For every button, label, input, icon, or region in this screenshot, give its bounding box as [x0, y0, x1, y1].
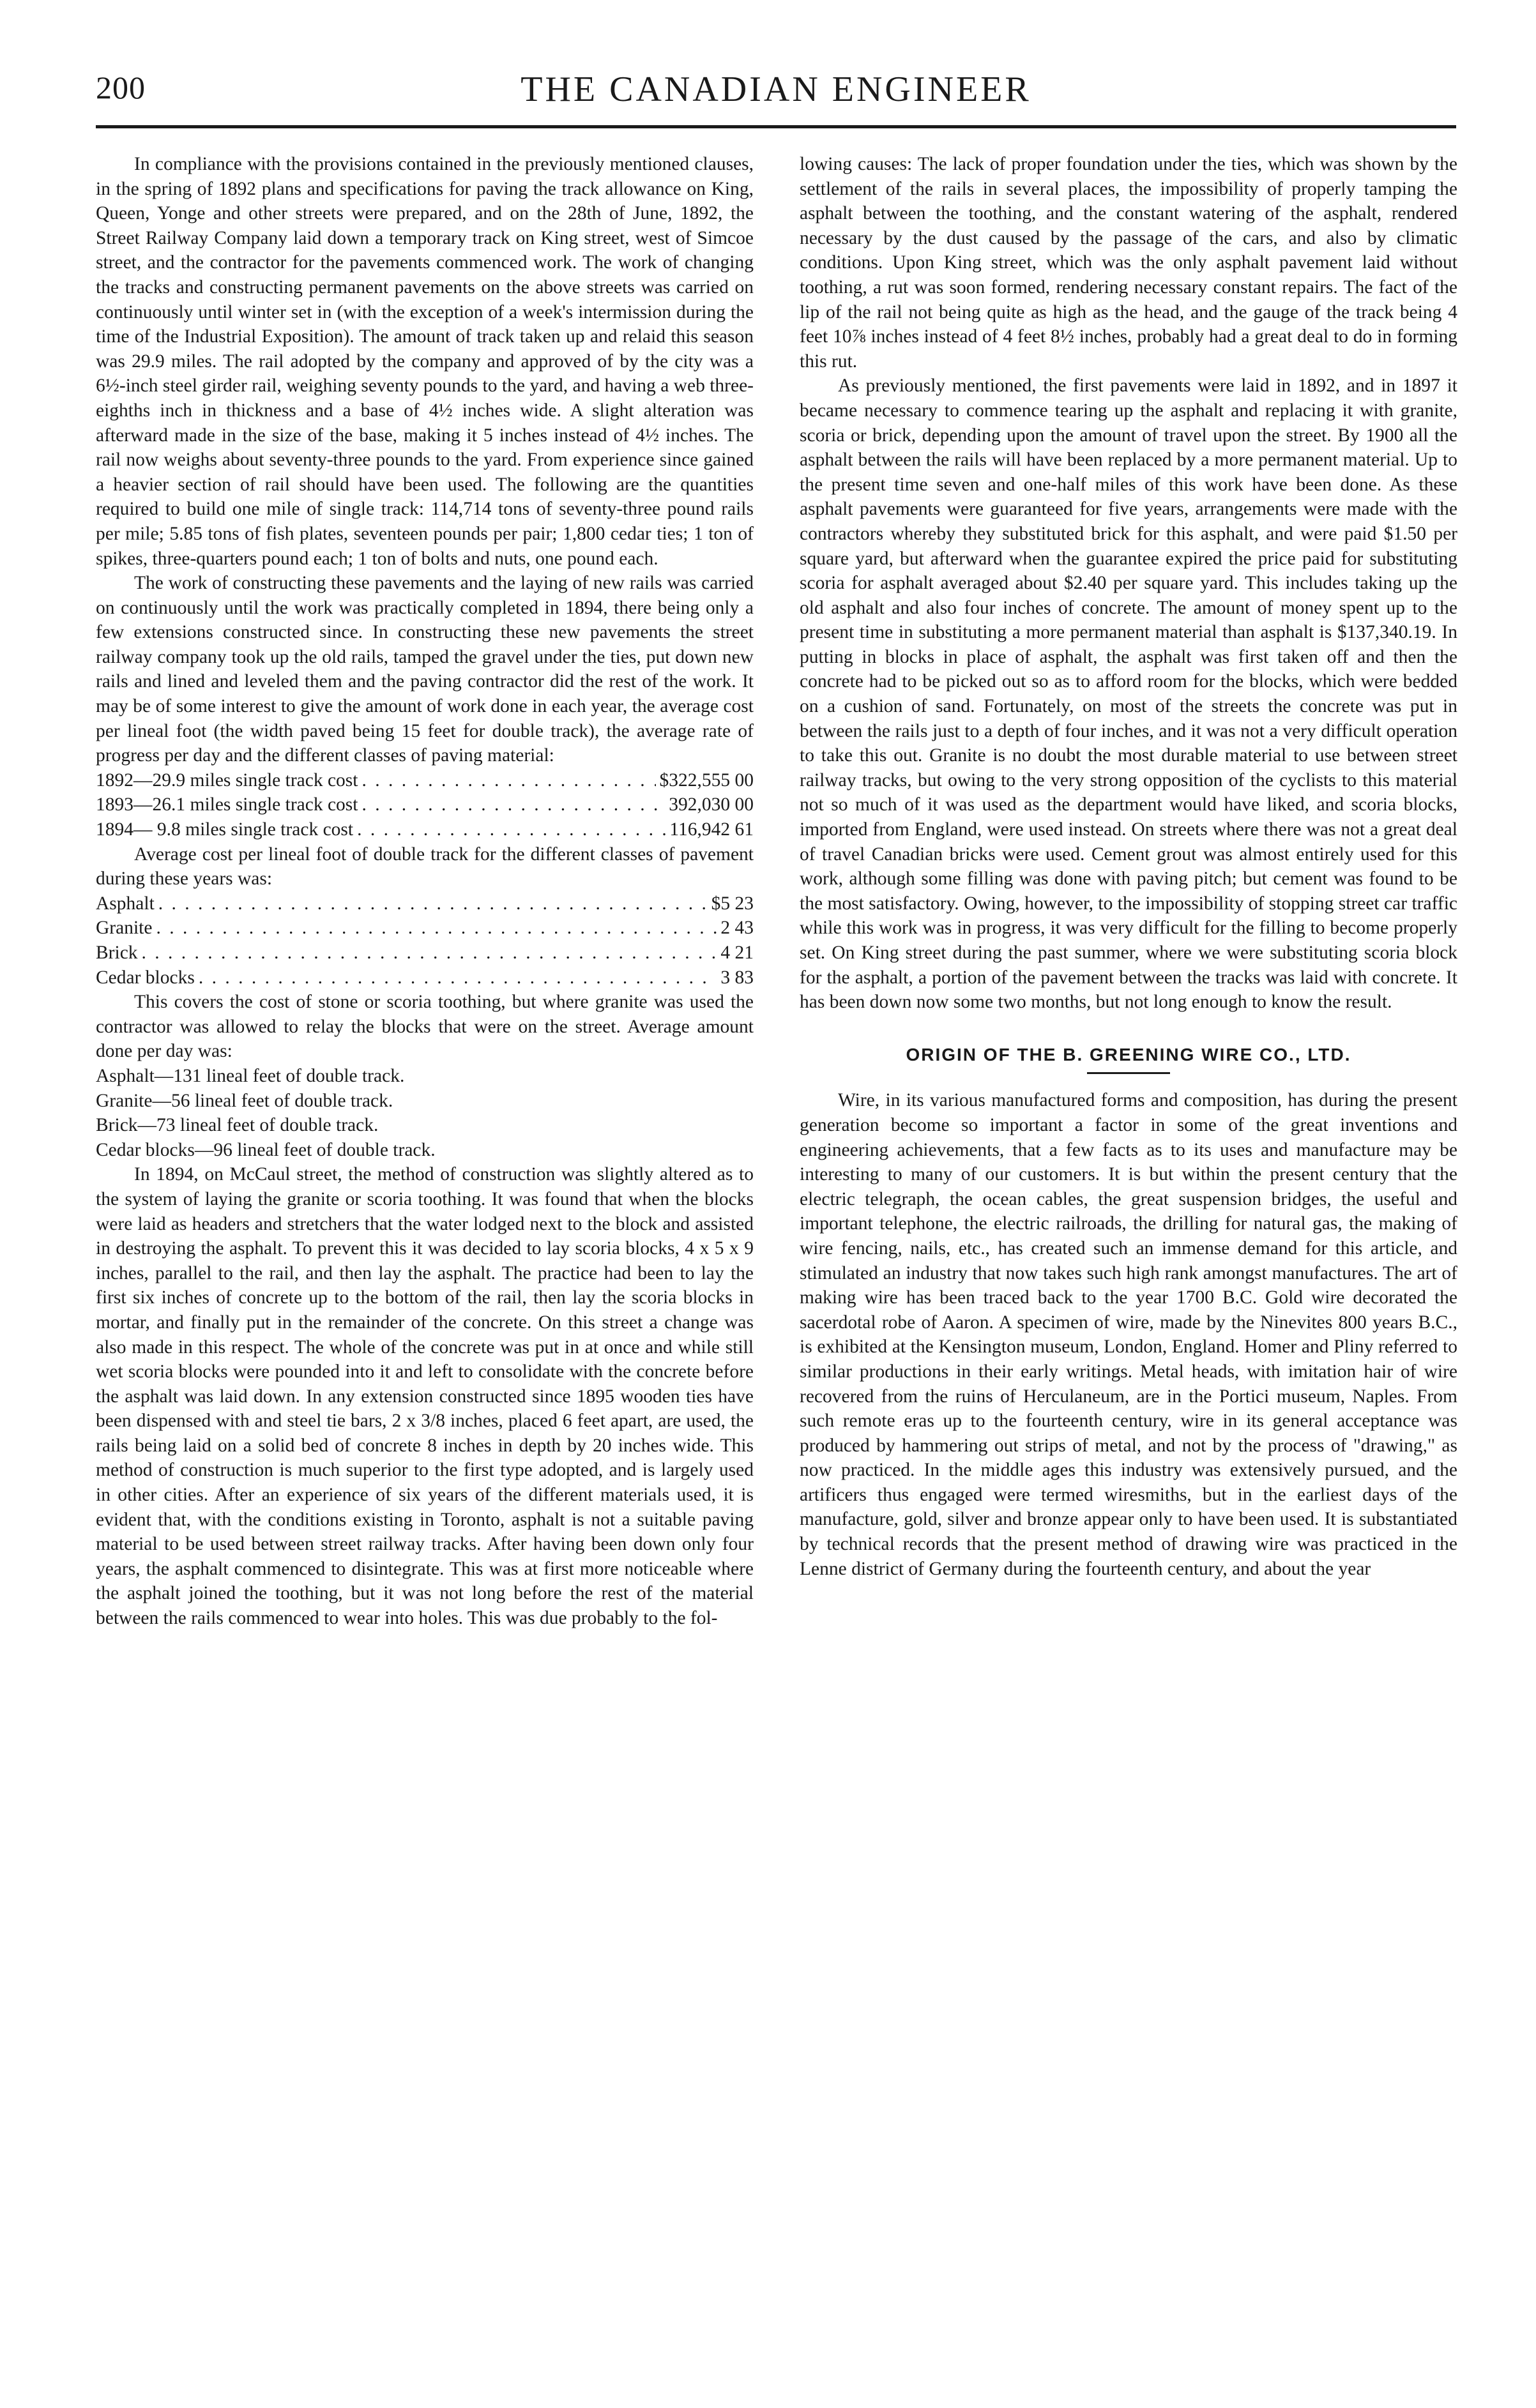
section-rule: [1087, 1072, 1170, 1074]
right-column: [800, 152, 1457, 2355]
paragraph: Wire, in its various manufactured forms and composition, has during the present generation become so important a factor in some of the great inventions and engineering achievements, that a few facts as to its uses and manufacture may be interesting to many of our customers. It is but within the present century that the electric telegraph, the ocean cables, the great suspension bridges, the useful and important telephone, the electric railroads, the drilling for natural gas, the making of wire fencing, nails, etc., has created such an immense demand for this article, and stimulated an industry that now takes such high rank amongst manufactures. The art of making wire has been traced back to the year 1700 B.C. Gold wire decorated the sacerdotal robe of Aaron. A specimen of wire, made by the Ninevites 800 years B.C., is exhibited at the Kensington museum, London, England. Homer and Pliny referred to similar productions in their early writings. Metal heads, with imitation hair of wire recovered from the ruins of Herculaneum, are in the Portici museum, Naples. From such remote eras up to the fourteenth century, wire in its general acceptance was produced by hammering out strips of metal, and not by the process of "drawing," as now practiced. In the middle ages this industry was extensively pursued, and the artificers thus engaged were termed wiresmiths, but in the earliest days of the manufacture, gold, silver and bronze appear only to have been used. It is substantiated by technical records that the present method of drawing wire was practiced in the Lenne district of Germany during the fourteenth century, and about the year: [800, 1090, 1457, 1579]
progress-line: Asphalt—131 lineal feet of double track.: [96, 1065, 405, 1086]
pavement-row: [96, 891, 754, 916]
paragraph: The work of constructing these pavements and the laying of new rails was carried on continuously until the work was practically completed in 1894, there being only a few extensions constructed since. In constructing these new pavements the street railway company took up the old rails, tamped the gravel under the ties, put down new rails and lined and leveled them and the paving contractor did the rest of the work. It may be of some interest to give the amount of work done in each year, the average cost per lineal foot (the width paved being 15 feet for double track), the average rate of progress per day and the different classes of paving material:: [96, 573, 754, 766]
paragraph: lowing causes: The lack of proper foundation under the ties, which was shown by the settlement of the rails in several places, the impossibility of properly tamping the asphalt between the toothing, and the constant watering of the asphalt, rendered necessary by the dust caused by the passage of the cars, and also by climatic conditions. Upon King street, which was the only asphalt pavement laid without toothing, a rut was soon formed, rendering necessary constant repairs. The fact of the lip of the rail not being quite as high as the head, and the gauge of the track being 4 feet 10⅞ inches instead of 4 feet 8½ inches, probably had a great deal to do in forming this rut.: [800, 154, 1457, 372]
pavement-row-label: Cedar blocks: [96, 967, 195, 988]
pavement-row: [96, 965, 754, 990]
leader-dots: [142, 941, 717, 965]
page-number: 200: [96, 70, 146, 105]
cost-row-amount: 392,030 00: [669, 794, 754, 815]
progress-line: Cedar blocks—96 lineal feet of double track.: [96, 1139, 436, 1160]
paragraph: Average cost per lineal foot of double track for the different classes of pavement during these years was:: [96, 844, 754, 890]
pavement-row-label: Asphalt: [96, 893, 155, 914]
paragraph: In compliance with the provisions contained in the previously mentioned clauses, in the spring of 1892 plans and specifications for paving the track allowance on King, Queen, Yonge and other streets were prepared, and on the 28th of June, 1892, the Street Railway Company laid down a temporary track on King street, west of Simcoe street, and the contractor for the pavements commenced work. The work of changing the tracks and constructing permanent pavements on the above streets was carried on continuously until winter set in (with the exception of a week's intermission during the time of the Industrial Exposition). The amount of track taken up and relaid this season was 29.9 miles. The rail adopted by the company and approved of by the city was a 6½-inch steel girder rail, weighing seventy pounds to the yard, and having a web three-eighths inch in thickness and a base of 4½ inches wide. A slight alteration was afterward made in the size of the base, making it 5 inches instead of 4½ inches. The rail now weighs about seventy-three pounds to the yard. From experience since gained a heavier section of rail should have been used. The following are the quantities required to build one mile of single track: 114,714 tons of seventy-three pound rails per mile; 5.85 tons of fish plates, seventeen pounds per pair; 1,800 cedar ties; 1 ton of spikes, three-quarters pound each; 1 ton of bolts and nuts, one pound each.: [96, 154, 754, 569]
paragraph: As previously mentioned, the first pavements were laid in 1892, and in 1897 it became necessary to commence tearing up the asphalt and replacing it with granite, scoria or brick, depending upon the amount of travel upon the street. By 1900 all the asphalt between the rails will have been replaced by a more permanent material. Up to the present time seven and one-half miles of this work have been done. As these asphalt pavements were guaranteed for five years, arrangements were made with the contractors whereby they substituted brick for this asphalt, and were paid $1.50 per square yard, but afterward when the guarantee expired the price paid for substituting scoria for asphalt averaged about $2.40 per square yard. This includes taking up the old asphalt and also four inches of concrete. The amount of money spent up to the present time in substituting a more permanent material than asphalt is $137,340.19. In putting in blocks in place of asphalt, the asphalt was first taken off and then the concrete had to be picked out so as to afford room for the blocks, which were bedded on a cushion of sand. Fortunately, on most of the streets the concrete was put in between the rails just to a depth of four inches, and it was not a very difficult operation to take this out. Granite is no doubt the most durable material to use between street railway tracks, but owing to the very strong opposition of the cyclists to this material not so much of it was used as the department would have liked, and scoria blocks, imported from England, were used instead. On streets where there was not a great deal of travel Canadian bricks were used. Cement grout was almost entirely used for this work, although some filling was done with paving pitch; but cement was found to be the most satisfactory. Owing, however, to the impossibility of stopping street car traffic while this work was in progress, it was very difficult for the filling to become properly set. On King street during the past summer, where we were substituting scoria block for the asphalt, a portion of the pavement between the tracks was laid with concrete. It has been down now some two months, but not long enough to know the result.: [800, 375, 1457, 1013]
cost-row: [96, 768, 754, 793]
paragraph: In 1894, on McCaul street, the method of construction was slightly altered as to the system of laying the granite or scoria toothing. It was found that when the blocks were laid as headers and stretchers that the water lodged next to the block and assisted in destroying the asphalt. To prevent this it was decided to lay scoria blocks, 4 x 5 x 9 inches, parallel to the rail, and then lay the asphalt. The practice had been to lay the first six inches of concrete up to the bottom of the rail, then lay the scoria blocks in mortar, and finally put in the remainder of the concrete. On this street a change was also made in this respect. The whole of the concrete was put in at once and while still wet scoria blocks were pounded into it and left to consolidate with the concrete before the asphalt was laid down. In any extension constructed since 1895 wooden ties have been dispensed with and steel tie bars, 2 x 3/8 inches, placed 6 feet apart, are used, the rails being laid on a solid bed of concrete 8 inches in depth by 20 inches wide. This method of construction is much superior to the first type adopted, and is largely used in other cities. After an experience of six years of the different materials used, it is evident that, with the conditions existing in Toronto, asphalt is not a suitable paving material to be used between street railway tracks. After having been down only four years, the asphalt commenced to disintegrate. This was at first more noticeable where the asphalt joined the toothing, but it was not long before the rest of the material between the rails commenced to wear into holes. This was due probably to the fol-: [96, 1164, 754, 1629]
cost-row-amount: $322,555 00: [659, 769, 754, 791]
leader-dots: [357, 817, 665, 842]
pavement-row-amount: 3 83: [720, 967, 754, 988]
leader-dots: [361, 768, 655, 793]
page-header: [96, 64, 1456, 128]
section-heading: ORIGIN OF THE B. GREENING WIRE CO., LTD.: [906, 1044, 1351, 1064]
cost-row-amount: 116,942 61: [669, 819, 754, 840]
progress-line: Brick—73 lineal feet of double track.: [96, 1115, 379, 1136]
cost-row-label: 1894— 9.8 miles single track cost: [96, 819, 354, 840]
pavement-row: [96, 941, 754, 965]
pavement-row-amount: $5 23: [711, 893, 754, 914]
cost-row: [96, 792, 754, 817]
pavement-row-label: Brick: [96, 943, 138, 963]
pavement-row: [96, 916, 754, 941]
leader-dots: [361, 792, 665, 817]
leader-dots: [156, 916, 717, 941]
pavement-row-amount: 4 21: [720, 943, 754, 963]
pavement-row-label: Granite: [96, 918, 153, 939]
left-column: [96, 152, 754, 2355]
leader-dots: [158, 891, 708, 916]
leader-dots: [199, 965, 717, 990]
paragraph: This covers the cost of stone or scoria toothing, but where granite was used the contractor was allowed to relay the blocks that were on the street. Average amount done per day was:: [96, 992, 754, 1062]
cost-row: [96, 817, 754, 842]
progress-line: Granite—56 lineal feet of double track.: [96, 1090, 393, 1111]
cost-row-label: 1892—29.9 miles single track cost: [96, 769, 358, 791]
header-rule: [96, 125, 1456, 128]
journal-title: THE CANADIAN ENGINEER: [521, 70, 1031, 109]
cost-row-label: 1893—26.1 miles single track cost: [96, 794, 358, 815]
pavement-row-amount: 2 43: [720, 918, 754, 939]
